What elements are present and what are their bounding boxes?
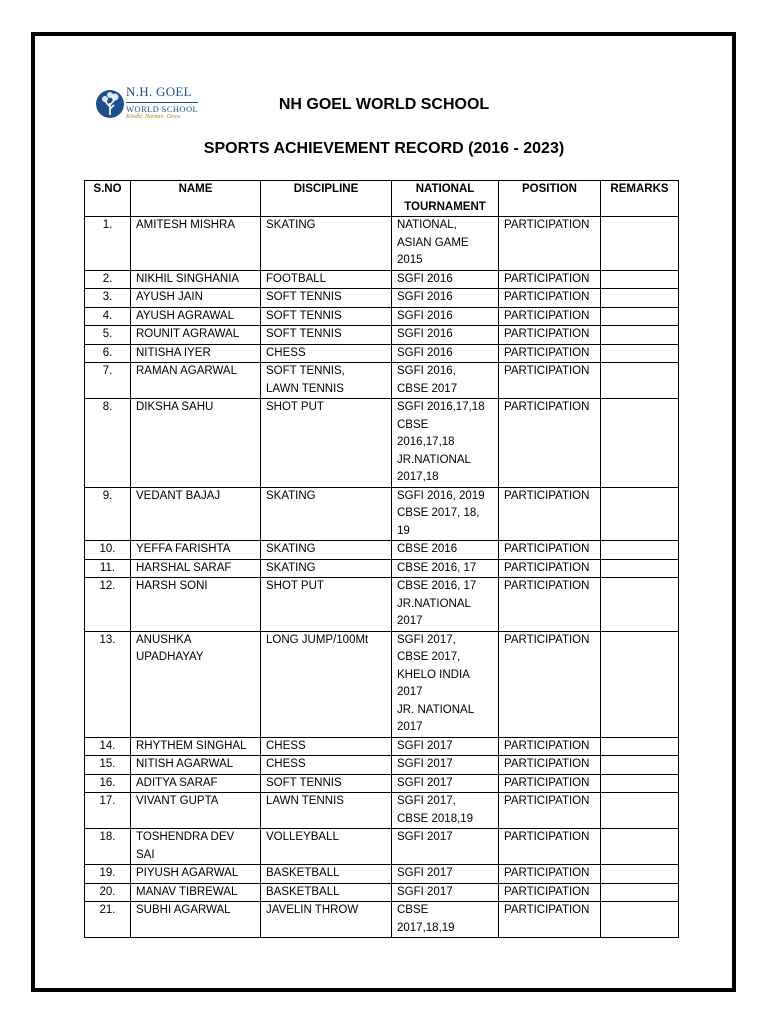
tournament-line: CBSE [397, 904, 429, 916]
cell-tournament [392, 217, 499, 271]
cell-position: PARTICIPATION [499, 883, 601, 902]
tournament-line: SGFI 2016,17,18 [397, 401, 485, 413]
cell-discipline [261, 829, 392, 865]
cell-position: PARTICIPATION [499, 307, 601, 326]
cell-discipline [261, 774, 392, 793]
tournament-line: 19 [397, 524, 410, 537]
cell-discipline [261, 289, 392, 308]
name-line: VIVANT GUPTA [136, 795, 219, 807]
tournament-line: JR. NATIONAL [397, 703, 475, 716]
discipline-line: SOFT TENNIS, [266, 365, 345, 377]
table-row [85, 541, 679, 560]
cell-remarks [601, 902, 679, 938]
cell-discipline [261, 793, 392, 829]
cell-sno: 1. [85, 217, 131, 271]
cell-position: PARTICIPATION [499, 559, 601, 578]
table-row [85, 578, 679, 632]
cell-discipline [261, 399, 392, 488]
discipline-line: SOFT TENNIS [266, 328, 342, 340]
cell-sno: 10. [85, 541, 131, 560]
cell-name [131, 865, 261, 884]
cell-tournament [392, 307, 499, 326]
cell-name [131, 289, 261, 308]
cell-sno: 5. [85, 326, 131, 345]
table-header-row [85, 181, 679, 217]
table-row [85, 774, 679, 793]
cell-tournament [392, 326, 499, 345]
cell-remarks [601, 756, 679, 775]
tournament-line: SGFI 2017 [397, 831, 453, 843]
tournament-line: CBSE 2016 [397, 543, 458, 555]
cell-tournament [392, 774, 499, 793]
tournament-line: 2017,18 [397, 471, 439, 483]
cell-position: PARTICIPATION [499, 737, 601, 756]
cell-remarks [601, 737, 679, 756]
cell-tournament [392, 793, 499, 829]
cell-remarks [601, 217, 679, 271]
tournament-line: CBSE 2016, 17 [397, 580, 477, 592]
cell-remarks [601, 559, 679, 578]
name-line: NITISH AGARWAL [136, 758, 234, 770]
discipline-line: SKATING [266, 543, 316, 555]
cell-sno: 8. [85, 399, 131, 488]
tournament-line: 2015 [397, 254, 423, 266]
cell-discipline [261, 541, 392, 560]
discipline-line: LAWN TENNIS [266, 382, 344, 395]
name-line: AYUSH JAIN [136, 291, 203, 303]
cell-position: PARTICIPATION [499, 399, 601, 488]
cell-tournament [392, 270, 499, 289]
discipline-line: CHESS [266, 758, 306, 770]
header-tournament-line: TOURNAMENT [404, 200, 486, 213]
tournament-line: 2017 [397, 721, 423, 733]
cell-discipline [261, 737, 392, 756]
cell-position: PARTICIPATION [499, 326, 601, 345]
tournament-line: 2016,17,18 [397, 436, 455, 448]
cell-discipline [261, 363, 392, 399]
table-row [85, 487, 679, 541]
tournament-line: SGFI 2016, 2019 [397, 489, 485, 502]
cell-tournament [392, 363, 499, 399]
cell-sno: 6. [85, 344, 131, 363]
cell-name [131, 578, 261, 632]
discipline-line: CHESS [266, 346, 306, 359]
name-line: UPADHAYAY [136, 651, 204, 663]
discipline-line: SKATING [266, 219, 316, 231]
name-line: TOSHENDRA DEV [136, 831, 235, 843]
table-row [85, 829, 679, 865]
cell-discipline [261, 883, 392, 902]
cell-tournament [392, 487, 499, 541]
cell-name [131, 883, 261, 902]
cell-sno: 17. [85, 793, 131, 829]
cell-discipline [261, 270, 392, 289]
header-name: NAME [131, 181, 261, 217]
header-tournament [392, 181, 499, 217]
document-title: SPORTS ACHIEVEMENT RECORD (2016 - 2023) [203, 140, 565, 157]
discipline-line: SKATING [266, 561, 316, 574]
cell-tournament [392, 631, 499, 737]
name-line: NITISHA IYER [136, 346, 211, 359]
name-line: YEFFA FARISHTA [136, 543, 231, 555]
cell-tournament [392, 883, 499, 902]
tournament-line: 2017,18,19 [397, 921, 455, 934]
cell-discipline [261, 217, 392, 271]
discipline-line: SHOT PUT [266, 401, 324, 413]
name-line: PIYUSH AGARWAL [136, 867, 239, 879]
cell-name [131, 344, 261, 363]
name-line: SUBHI AGARWAL [136, 904, 231, 916]
sports-record-table [84, 180, 679, 938]
header-sno: S.NO [85, 181, 131, 217]
cell-tournament [392, 902, 499, 938]
discipline-line: FOOTBALL [266, 272, 327, 285]
discipline-line: CHESS [266, 739, 306, 752]
tournament-line: ASIAN GAME [397, 236, 469, 249]
cell-remarks [601, 793, 679, 829]
cell-sno: 9. [85, 487, 131, 541]
cell-name [131, 363, 261, 399]
discipline-line: VOLLEYBALL [266, 831, 339, 843]
cell-discipline [261, 559, 392, 578]
discipline-line: BASKETBALL [266, 885, 340, 898]
tournament-line: JR.NATIONAL [397, 453, 471, 466]
cell-remarks [601, 883, 679, 902]
table-row [85, 883, 679, 902]
cell-sno: 3. [85, 289, 131, 308]
name-line: MANAV TIBREWAL [136, 885, 238, 898]
discipline-line: JAVELIN THROW [266, 904, 359, 916]
cell-remarks [601, 541, 679, 560]
cell-discipline [261, 756, 392, 775]
cell-discipline [261, 487, 392, 541]
table-row [85, 902, 679, 938]
cell-position: PARTICIPATION [499, 289, 601, 308]
header-position: POSITION [499, 181, 601, 217]
school-logo [95, 85, 205, 125]
tournament-line: CBSE [397, 418, 429, 431]
cell-sno: 7. [85, 363, 131, 399]
cell-remarks [601, 270, 679, 289]
table-row [85, 865, 679, 884]
table-row [85, 363, 679, 399]
discipline-line: SOFT TENNIS [266, 291, 342, 303]
tournament-line: CBSE 2017, 18, [397, 507, 480, 519]
tournament-line: SGFI 2017 [397, 885, 453, 898]
logo-name: N.H. GOEL [126, 84, 192, 99]
cell-name [131, 774, 261, 793]
cell-position: PARTICIPATION [499, 631, 601, 737]
cell-sno: 13. [85, 631, 131, 737]
tournament-line: SGFI 2017, [397, 633, 456, 646]
school-name: NH GOEL WORLD SCHOOL [278, 96, 490, 113]
cell-discipline [261, 326, 392, 345]
cell-tournament [392, 756, 499, 775]
cell-tournament [392, 737, 499, 756]
cell-name [131, 541, 261, 560]
table-row [85, 326, 679, 345]
cell-discipline [261, 631, 392, 737]
cell-remarks [601, 399, 679, 488]
cell-position: PARTICIPATION [499, 344, 601, 363]
name-line: AMITESH MISHRA [136, 219, 236, 231]
cell-remarks [601, 829, 679, 865]
name-line: ADITYA SARAF [136, 776, 218, 789]
tournament-line: 2017 [397, 615, 423, 627]
tournament-line: SGFI 2016 [397, 272, 453, 285]
cell-position: PARTICIPATION [499, 793, 601, 829]
cell-position: PARTICIPATION [499, 774, 601, 793]
cell-tournament [392, 344, 499, 363]
cell-position: PARTICIPATION [499, 541, 601, 560]
cell-remarks [601, 631, 679, 737]
cell-remarks [601, 307, 679, 326]
discipline-line: SOFT TENNIS [266, 776, 342, 789]
cell-sno: 2. [85, 270, 131, 289]
discipline-line: SOFT TENNIS [266, 309, 342, 322]
cell-name [131, 631, 261, 737]
name-line: RAMAN AGARWAL [136, 365, 237, 377]
table-row [85, 737, 679, 756]
table-row [85, 344, 679, 363]
cell-position: PARTICIPATION [499, 578, 601, 632]
cell-discipline [261, 307, 392, 326]
name-line: AYUSH AGRAWAL [136, 309, 234, 322]
cell-remarks [601, 865, 679, 884]
name-line: NIKHIL SINGHANIA [136, 272, 240, 285]
cell-position: PARTICIPATION [499, 217, 601, 271]
cell-tournament [392, 829, 499, 865]
table-row [85, 217, 679, 271]
cell-discipline [261, 578, 392, 632]
tournament-line: SGFI 2017 [397, 776, 453, 789]
tournament-line: CBSE 2017 [397, 382, 458, 395]
cell-tournament [392, 541, 499, 560]
tournament-line: NATIONAL, [397, 219, 457, 231]
table-row [85, 559, 679, 578]
table-row [85, 756, 679, 775]
table-row [85, 793, 679, 829]
name-line: DIKSHA SAHU [136, 401, 214, 413]
tournament-line: SGFI 2017, [397, 795, 456, 807]
cell-discipline [261, 865, 392, 884]
cell-name [131, 307, 261, 326]
cell-name [131, 399, 261, 488]
cell-sno: 4. [85, 307, 131, 326]
cell-name [131, 270, 261, 289]
discipline-line: LONG JUMP/100Mt [266, 633, 369, 646]
tournament-line: KHELO INDIA [397, 668, 470, 681]
discipline-line: SHOT PUT [266, 580, 324, 592]
cell-sno: 21. [85, 902, 131, 938]
tournament-line: SGFI 2016 [397, 291, 453, 303]
discipline-line: BASKETBALL [266, 867, 340, 879]
discipline-line: LAWN TENNIS [266, 795, 344, 807]
name-line: VEDANT BAJAJ [136, 489, 221, 502]
cell-position: PARTICIPATION [499, 270, 601, 289]
cell-position: PARTICIPATION [499, 363, 601, 399]
tournament-line: CBSE 2018,19 [397, 812, 474, 825]
cell-name [131, 902, 261, 938]
logo-tagline: Kindle. Nurture. Grow. [126, 114, 182, 120]
cell-name [131, 829, 261, 865]
cell-name [131, 737, 261, 756]
tournament-line: SGFI 2017 [397, 867, 453, 879]
tournament-line: JR.NATIONAL [397, 597, 471, 610]
table-row [85, 631, 679, 737]
cell-name [131, 487, 261, 541]
tournament-line: SGFI 2016, [397, 365, 456, 377]
tournament-line: CBSE 2016, 17 [397, 561, 477, 574]
cell-name [131, 326, 261, 345]
discipline-line: SKATING [266, 489, 316, 502]
cell-discipline [261, 902, 392, 938]
cell-position: PARTICIPATION [499, 829, 601, 865]
cell-name [131, 756, 261, 775]
tournament-line: SGFI 2016 [397, 309, 453, 322]
cell-tournament [392, 865, 499, 884]
tournament-line: SGFI 2017 [397, 758, 453, 770]
tournament-line: CBSE 2017, [397, 651, 461, 663]
header-remarks: REMARKS [601, 181, 679, 217]
tree-globe-icon [95, 85, 125, 123]
cell-sno: 14. [85, 737, 131, 756]
cell-tournament [392, 289, 499, 308]
cell-name [131, 793, 261, 829]
name-line: ROUNIT AGRAWAL [136, 328, 240, 340]
tournament-line: SGFI 2016 [397, 328, 453, 340]
cell-sno: 18. [85, 829, 131, 865]
tournament-line: SGFI 2016 [397, 346, 453, 359]
cell-tournament [392, 559, 499, 578]
cell-remarks [601, 487, 679, 541]
cell-sno: 20. [85, 883, 131, 902]
cell-remarks [601, 578, 679, 632]
name-line: RHYTHEM SINGHAL [136, 739, 247, 752]
cell-tournament [392, 578, 499, 632]
cell-name [131, 559, 261, 578]
cell-sno: 19. [85, 865, 131, 884]
cell-remarks [601, 344, 679, 363]
cell-sno: 11. [85, 559, 131, 578]
table-row [85, 289, 679, 308]
tournament-line: 2017 [397, 686, 423, 698]
header-tournament-line: NATIONAL [415, 183, 475, 195]
table-row [85, 270, 679, 289]
name-line: SAI [136, 848, 155, 861]
cell-position: PARTICIPATION [499, 865, 601, 884]
cell-sno: 15. [85, 756, 131, 775]
cell-remarks [601, 326, 679, 345]
name-line: ANUSHKA [136, 633, 192, 646]
cell-remarks [601, 774, 679, 793]
cell-position: PARTICIPATION [499, 487, 601, 541]
cell-sno: 12. [85, 578, 131, 632]
cell-tournament [392, 399, 499, 488]
table-row [85, 307, 679, 326]
cell-position: PARTICIPATION [499, 756, 601, 775]
cell-remarks [601, 289, 679, 308]
cell-position: PARTICIPATION [499, 902, 601, 938]
name-line: HARSH SONI [136, 580, 208, 592]
table-row [85, 399, 679, 488]
cell-name [131, 217, 261, 271]
tournament-line: SGFI 2017 [397, 739, 453, 752]
logo-subtitle: WORLD SCHOOL [126, 104, 199, 114]
cell-remarks [601, 363, 679, 399]
header-discipline: DISCIPLINE [261, 181, 392, 217]
name-line: HARSHAL SARAF [136, 561, 232, 574]
cell-sno: 16. [85, 774, 131, 793]
cell-discipline [261, 344, 392, 363]
